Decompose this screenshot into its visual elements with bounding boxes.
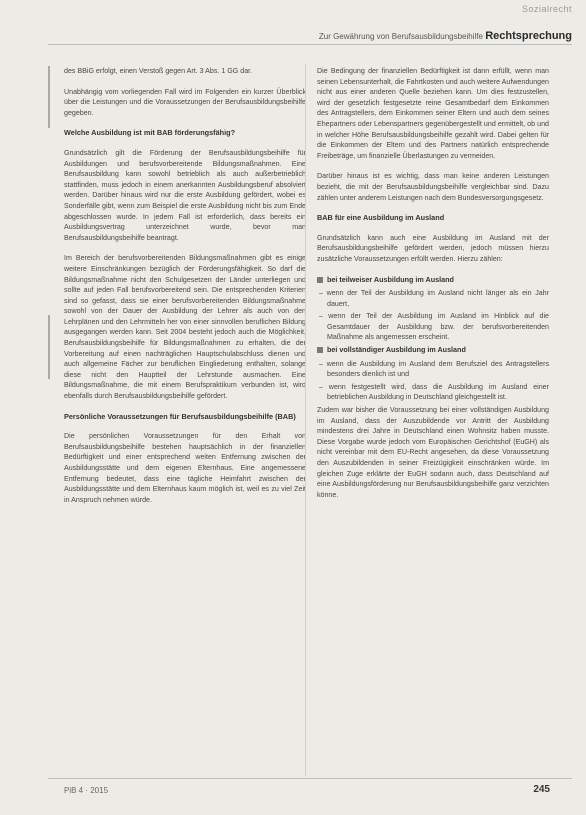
journal-label: PiB 4 · 2015 — [64, 786, 109, 795]
paragraph: Zudem war bisher die Voraussetzung bei einer vollständigen Ausbildung im Ausland, dass der Auszubildende vor Antritt der Ausbildung mindestens drei Jahre in Deutschland einen Wohnsitz haben musste. Diese Vorgabe wurde jedoch vom Europäischen Gerichtshof (EuGH) als nicht vereinbar mit dem EU-Recht angesehen, da diese Voraussetzung den Auszubildenden in seiner Freizügigkeit einschränken würde. Im gleichen Zuge erklärte der EuGH sodann auch, dass Deutschland auf eine Ausbildungsförderung nur Berufsausbildungsbeihilfe ganz verzichten könne. — [317, 406, 549, 499]
page-number: 245 — [533, 784, 550, 795]
dash-item: – wenn die Ausbildung im Ausland dem Berufsziel des Antragstellers besonders dienlich ist und — [319, 359, 549, 379]
section-heading: BAB für eine Ausbildung im Ausland — [317, 213, 445, 223]
paragraph: Im Bereich der berufsvorbereitenden Bildungsmaßnahmen gibt es einige weitere Einschränkungen bezüglich der Förderungsfähigkeit. So darf die Bildungsmaßnahme nicht den Schulgesetzen der Länder unterliegen und sollte auf jeden Fall berufsvorbereitend sein. Die entsprechenden Kriterien sind so gefasst, dass sie einer berufsvorbereitenden Bildungsmaßnahme sowohl von der Dauer der Ausbildung der Lehrer als auch von den Lehrplänen und den Lehrmitteln her von einer sinnvollen beruflichen Bildung ausgegangen werden kann. Seit 2004 besteht jedoch auch die Möglichkeit, Berufsausbildungsbeihilfe für Bildungsmaßnahmen zu erhalten, die der Vorbereitung auf einen nachträglichen Hauptschulabschluss dienen und auch allgemeine Fächer zur beruflichen Eingliederung enthalten, solange diese nicht den Hauptteil der Lehrstunde ausmachen. Eine Bildungsmaßnahme, die mit einem Berufspraktikum verbunden ist, wird ebenfalls durch Berufsausbildungsbeihilfe gefördert. — [64, 254, 306, 401]
header-rule — [48, 44, 572, 45]
bullet-item — [317, 345, 549, 356]
section-heading: Welche Ausbildung ist mit BAB förderungsfähig? — [64, 128, 236, 138]
bullet-square-icon — [317, 277, 323, 283]
paragraph: Unabhängig vom vorliegenden Fall wird im Folgenden ein kurzer Überblick über die Leistungen und die Voraussetzungen der Berufsausbildungsbeihilfe gegeben. — [64, 87, 306, 117]
paragraph: Grundsätzlich kann auch eine Ausbildung im Ausland mit der Berufsausbildungsbeihilfe gefördert werden, jedoch müssen hierzu zusätzliche Voraussetzungen erfüllt werden. Hierzu zählen: — [317, 233, 549, 263]
section-label: Sozialrecht — [521, 4, 572, 14]
footer-rule — [48, 778, 572, 779]
margin-bar — [48, 315, 50, 379]
paragraph: Grundsätzlich gilt die Förderung der Berufsausbildungsbeihilfe für Ausbildungen und berufsvorbereitende Bildungsmaßnahmen. Eine Berufsausbildung kann sowohl betrieblich als auch außerbetrieblich stattfinden, muss jedoch in einem anerkannten Ausbildungsberuf absolviert werden. Darüber hinaus wird nur die erste Ausbildung gefördert, wobei es Sonderfälle gibt, wenn zum Beispiel die erste Ausbildung nicht bis zum Ende abgeschlossen wurde. In jedem Fall ist erforderlich, dass bereits ein Ausbildungsvertrag unterzeichnet wurde, bevor man Berufsausbildungsbeihilfe beantragt. — [64, 148, 306, 242]
paragraph: Die Bedingung der finanziellen Bedürftigkeit ist dann erfüllt, wenn man seinen Lebensunterhalt, die Fahrtkosten und auch weitere Aufwendungen nicht aus einer anderen Quelle beziehen kann. Um dies festzustellen, wird der gesetzlich festgesetzte reine Gesamtbedarf dem Einkommen des Antragstellers, dem Einkommen seiner Eltern und auch dem seines Ehepartners oder Lebenspartners gegenübergestellt und ermittelt, ob und in welcher Höhe Berufsausbildungsbeihilfe gezahlt wird. Dabei gelten für die Einkommen der Eltern und des Partners natürlich entsprechende Freibeträge, um finanzielle Überlastungen zu vermeiden. — [317, 67, 549, 160]
bullet-item — [317, 275, 549, 286]
paragraph: des BBiG erfolgt, einen Verstoß gegen Art. 3 Abs. 1 GG dar. — [64, 67, 253, 75]
paragraph: Die persönlichen Voraussetzungen für den Erhalt von Berufsausbildungsbeihilfe bestehen hauptsächlich in der finanziellen Bedürftigkeit und einer entsprechend weiten Entfernung zwischen der Ausbildungsstätte und dem eigenen Elternhaus. Eine angemessene Entfernung bedeutet, dass eine tägliche Heimfahrt zwischen der Ausbildungsstätte und dem Elternhaus kaum möglich ist, weil es zu viel Zeit in Anspruch nehmen würde. — [64, 432, 306, 504]
running-header — [319, 30, 572, 42]
dash-item: – wenn festgestellt wird, dass die Ausbildung im Ausland einer betrieblichen Ausbildung in Deutschland gleichgestellt ist. — [319, 382, 549, 402]
bullet-square-icon — [317, 347, 323, 353]
section-heading: Persönliche Voraussetzungen für Berufsausbildungsbeihilfe (BAB) — [64, 411, 296, 421]
left-column — [64, 66, 306, 515]
paragraph: Darüber hinaus ist es wichtig, dass man keine anderen Leistungen bezieht, die mit der Berufsausbildungsbeihilfe vergleichbar sind. Dazu zählen unter anderem Leistungen nach dem Bundesversorgungsgesetz. — [317, 172, 549, 202]
margin-bar — [48, 66, 50, 128]
column-divider — [305, 64, 306, 776]
header-title: Rechtsprechung — [485, 30, 572, 42]
header-subtitle: Zur Gewährung von Berufsausbildungsbeihilfe — [318, 32, 483, 41]
dash-item: – wenn der Teil der Ausbildung im Ausland im Hinblick auf die Gesamtdauer der Ausbildung bzw. der berufsvorbereitenden Maßnahme als angemessen erscheint. — [319, 312, 549, 342]
bullet-text: bei teilweiser Ausbildung im Ausland — [327, 274, 454, 284]
right-column — [317, 66, 549, 510]
dash-item: – wenn der Teil der Ausbildung im Ausland nicht länger als ein Jahr dauert, — [319, 289, 549, 308]
bullet-text: bei vollständiger Ausbildung im Ausland — [327, 345, 466, 355]
